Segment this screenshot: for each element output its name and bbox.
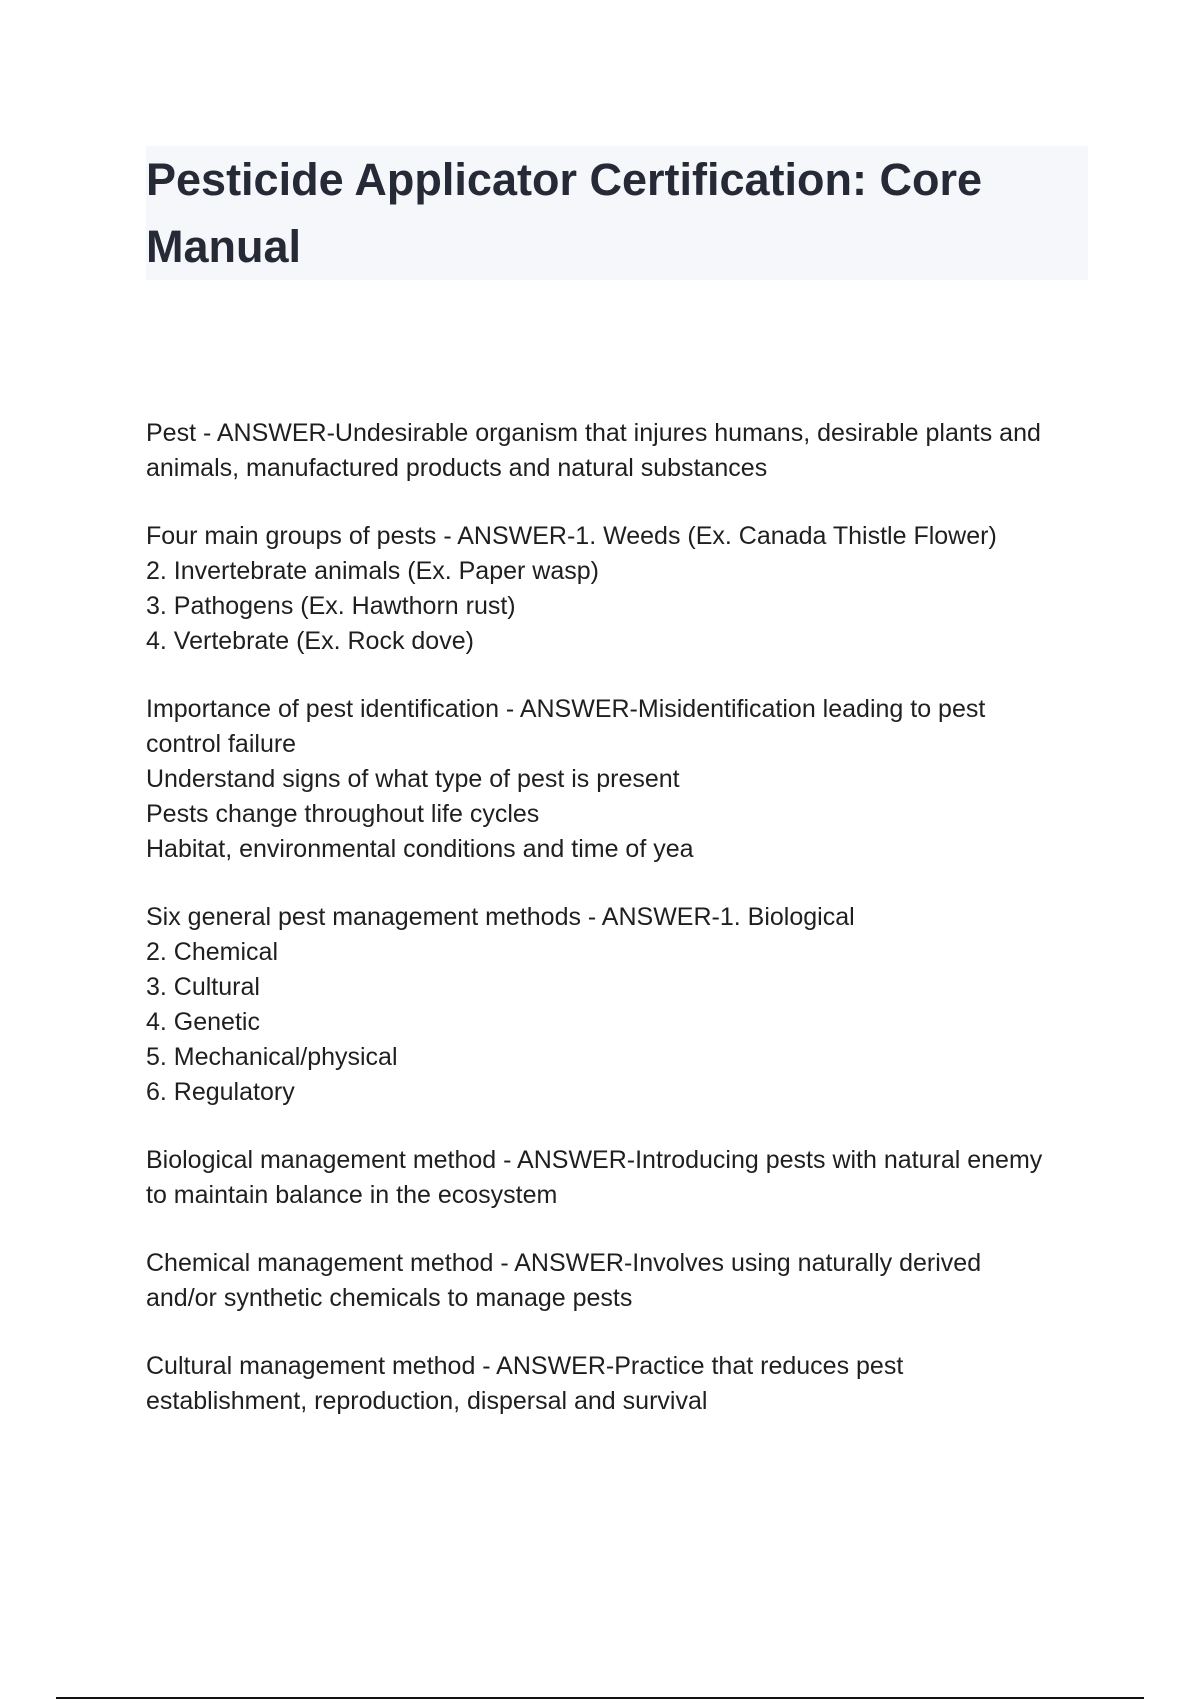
qa-line: Six general pest management methods - ANSWER-1. Biological — [146, 903, 855, 931]
qa-entry-four-groups — [146, 519, 1106, 659]
qa-line: Importance of pest identification - ANSWER-Misidentification leading to pest — [146, 695, 986, 723]
document-title — [146, 146, 1088, 280]
qa-entry-identification — [146, 692, 1106, 867]
qa-line: Habitat, environmental conditions and time of yea — [146, 835, 694, 863]
qa-content — [146, 416, 1106, 1452]
qa-line: 4. Genetic — [146, 1008, 260, 1036]
qa-line: Pest - ANSWER-Undesirable organism that injures humans, desirable plants and — [146, 419, 1041, 447]
qa-line: Chemical management method - ANSWER-Involves using naturally derived — [146, 1249, 982, 1277]
qa-line: establishment, reproduction, dispersal and survival — [146, 1387, 708, 1415]
qa-line: 5. Mechanical/physical — [146, 1043, 398, 1071]
qa-line: Biological management method - ANSWER-Introducing pests with natural enemy — [146, 1146, 1043, 1174]
qa-line: Cultural management method - ANSWER-Practice that reduces pest — [146, 1352, 904, 1380]
qa-line: control failure — [146, 730, 297, 758]
qa-line: 2. Chemical — [146, 938, 278, 966]
footer-divider — [56, 1697, 1144, 1699]
title-line-1: Pesticide Applicator Certification: Core — [146, 154, 982, 205]
qa-line: 2. Invertebrate animals (Ex. Paper wasp) — [146, 557, 599, 585]
qa-entry-six-methods — [146, 900, 1106, 1110]
qa-line: Understand signs of what type of pest is present — [146, 765, 680, 793]
qa-line: animals, manufactured products and natural substances — [146, 454, 768, 482]
qa-entry-biological — [146, 1143, 1106, 1213]
qa-line: Pests change throughout life cycles — [146, 800, 540, 828]
title-line-2: Manual — [146, 221, 302, 272]
qa-entry-pest — [146, 416, 1106, 486]
qa-entry-cultural — [146, 1349, 1106, 1419]
qa-line: 4. Vertebrate (Ex. Rock dove) — [146, 627, 474, 655]
qa-line: 6. Regulatory — [146, 1078, 295, 1106]
title-box — [146, 146, 1088, 280]
qa-line: to maintain balance in the ecosystem — [146, 1181, 558, 1209]
qa-line: 3. Cultural — [146, 973, 260, 1001]
qa-line: and/or synthetic chemicals to manage pests — [146, 1284, 633, 1312]
qa-entry-chemical — [146, 1246, 1106, 1316]
qa-line: Four main groups of pests - ANSWER-1. Weeds (Ex. Canada Thistle Flower) — [146, 522, 997, 550]
qa-line: 3. Pathogens (Ex. Hawthorn rust) — [146, 592, 516, 620]
